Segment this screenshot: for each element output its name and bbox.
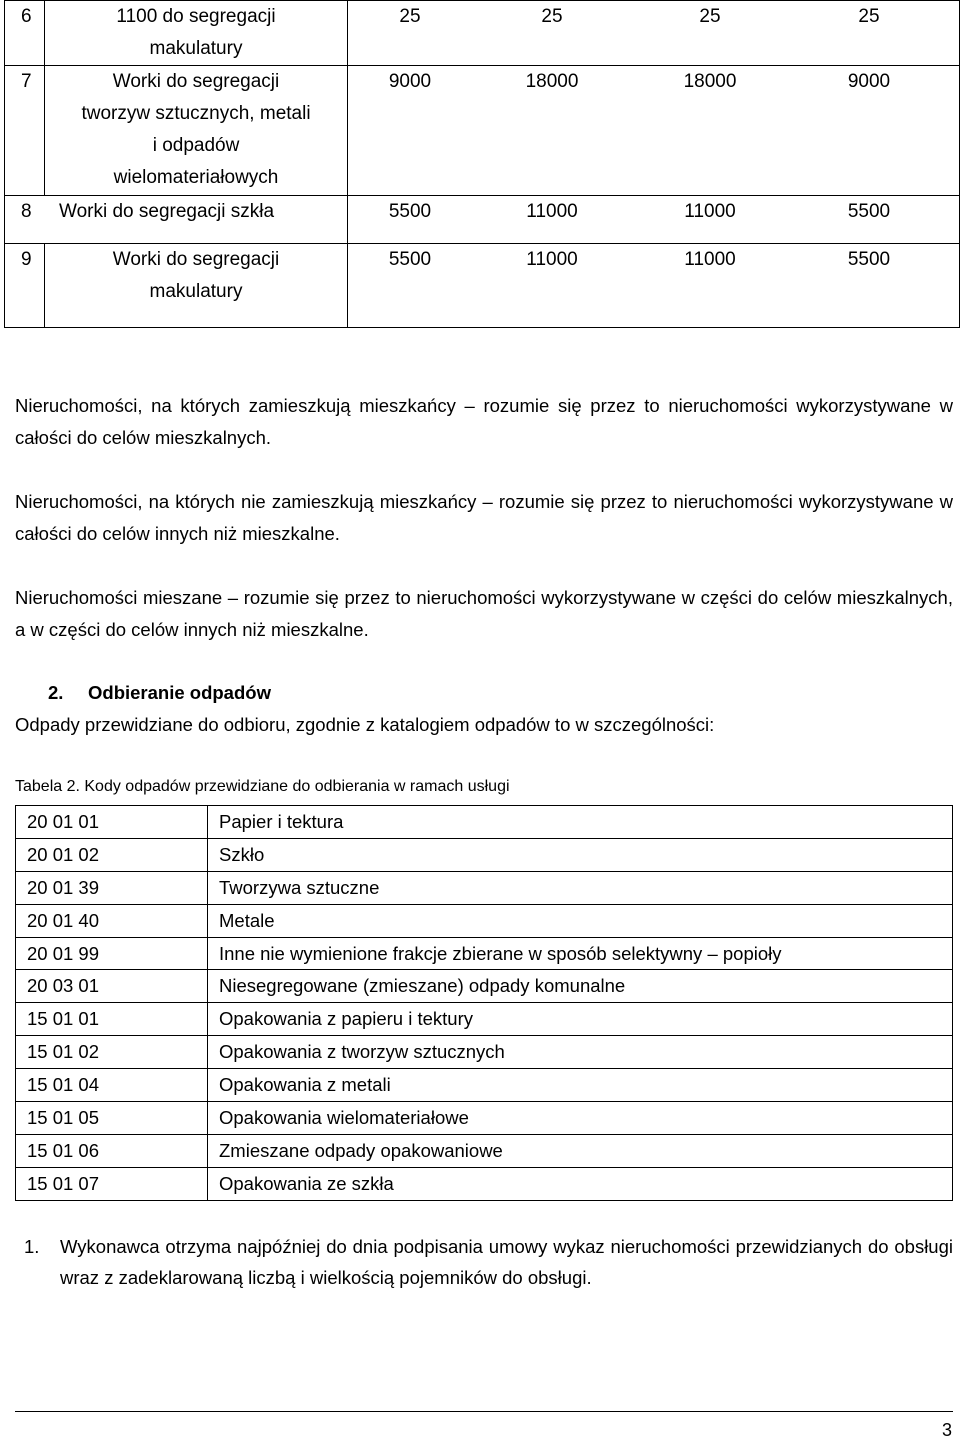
waste-code: 15 01 06 [16,1134,208,1167]
table-row [16,970,953,1003]
row-name: Worki do segregacji szkła [59,201,275,222]
item-text: Wykonawca otrzyma najpóźniej do dnia podpisania umowy wykaz nieruchomości przewidzianych do obsługi wraz z zadeklarowaną liczbą i wielkością pojemników do obsługi. [60,1236,953,1288]
waste-description: Opakowania ze szkła [208,1167,953,1200]
page-number: 3 [941,1420,952,1440]
table-row [16,838,953,871]
containers-table [4,0,960,328]
row-name-line: Worki do segregacji [112,249,280,270]
row-name-line: 1100 do segregacji [116,6,276,27]
waste-description: Niesegregowane (zmieszane) odpady komunalne [208,970,953,1003]
row-values [348,66,960,196]
table-row [5,1,960,66]
table-row [16,1167,953,1200]
row-name-line: Worki do segregacji [112,71,280,92]
row-name [45,1,348,66]
value-cell: 25 [541,6,563,27]
row-name [45,66,348,196]
value-cell: 18000 [683,71,737,92]
value-cell: 11000 [526,201,578,222]
definition-paragraph: Nieruchomości mieszane – rozumie się przez to nieruchomości wykorzystywane w części do celów mieszkalnych, a w części do celów innych niż mieszkalne. [15,587,953,640]
row-number: 9 [5,244,45,328]
table-row [16,871,953,904]
waste-description: Tworzywa sztuczne [208,871,953,904]
table-row [16,806,953,839]
table-row [5,196,960,244]
waste-description: Opakowania z metali [208,1069,953,1102]
waste-codes-table [15,805,953,1201]
waste-code: 20 01 02 [16,838,208,871]
value-cell: 9000 [388,71,432,92]
row-name-line: makulatury [149,38,243,59]
row-name-line: tworzyw sztucznych, metali [81,103,311,124]
value-cell: 5500 [388,201,432,222]
table-row [5,66,960,196]
waste-code: 20 01 40 [16,904,208,937]
section-number: 2. [48,682,64,703]
table-row [16,1069,953,1102]
value-cell: 9000 [847,71,891,92]
definition-paragraph: Nieruchomości, na których zamieszkują mieszkańcy – rozumie się przez to nieruchomości wykorzystywane w całości do celów mieszkalnych. [15,395,953,448]
waste-description: Opakowania z papieru i tektury [208,1003,953,1036]
row-values [348,196,960,244]
waste-code: 15 01 05 [16,1102,208,1135]
row-number: 6 [5,1,45,66]
waste-description: Metale [208,904,953,937]
value-cell: 25 [699,6,721,27]
waste-code: 20 01 39 [16,871,208,904]
value-cell: 5500 [847,249,891,270]
row-name-line: wielomateriałowych [113,167,279,188]
waste-code: 20 03 01 [16,970,208,1003]
value-cell: 11000 [684,201,736,222]
table-row [16,1134,953,1167]
row-merged-label [5,196,348,244]
waste-code: 15 01 02 [16,1036,208,1069]
waste-code: 20 01 99 [16,937,208,970]
table-row [16,904,953,937]
waste-description: Opakowania wielomateriałowe [208,1102,953,1135]
section-intro: Odpady przewidziane do odbioru, zgodnie z katalogiem odpadów to w szczególności: [15,714,715,735]
waste-description: Zmieszane odpady opakowaniowe [208,1134,953,1167]
value-cell: 25 [399,6,421,27]
table-row [16,1003,953,1036]
row-name-line: i odpadów [152,135,240,156]
table-row [16,1102,953,1135]
waste-code: 15 01 07 [16,1167,208,1200]
table-row [16,1036,953,1069]
waste-description: Szkło [208,838,953,871]
row-number: 8 [21,201,32,222]
row-values [348,1,960,66]
value-cell: 25 [858,6,880,27]
waste-description: Inne nie wymienione frakcje zbierane w sposób selektywny – popioły [208,937,953,970]
waste-description: Opakowania z tworzyw sztucznych [208,1036,953,1069]
row-values [348,244,960,328]
waste-code: 15 01 01 [16,1003,208,1036]
waste-description: Papier i tektura [208,806,953,839]
table-row [16,937,953,970]
waste-code: 15 01 04 [16,1069,208,1102]
value-cell: 11000 [526,249,578,270]
row-name [45,244,348,328]
table-caption: Tabela 2. Kody odpadów przewidziane do odbierania w ramach usługi [15,778,510,795]
footer-divider [15,1411,953,1412]
definition-paragraph: Nieruchomości, na których nie zamieszkują mieszkańcy – rozumie się przez to nieruchomości wykorzystywane w całości do celów innych niż mieszkalne. [15,491,953,544]
numbered-item [20,1231,953,1293]
row-name-line: makulatury [149,281,243,302]
item-number: 1. [24,1236,40,1257]
section-title: Odbieranie odpadów [88,682,271,703]
row-number: 7 [5,66,45,196]
waste-code: 20 01 01 [16,806,208,839]
value-cell: 5500 [388,249,432,270]
value-cell: 5500 [847,201,891,222]
table-row [5,244,960,328]
value-cell: 18000 [525,71,579,92]
value-cell: 11000 [684,249,736,270]
